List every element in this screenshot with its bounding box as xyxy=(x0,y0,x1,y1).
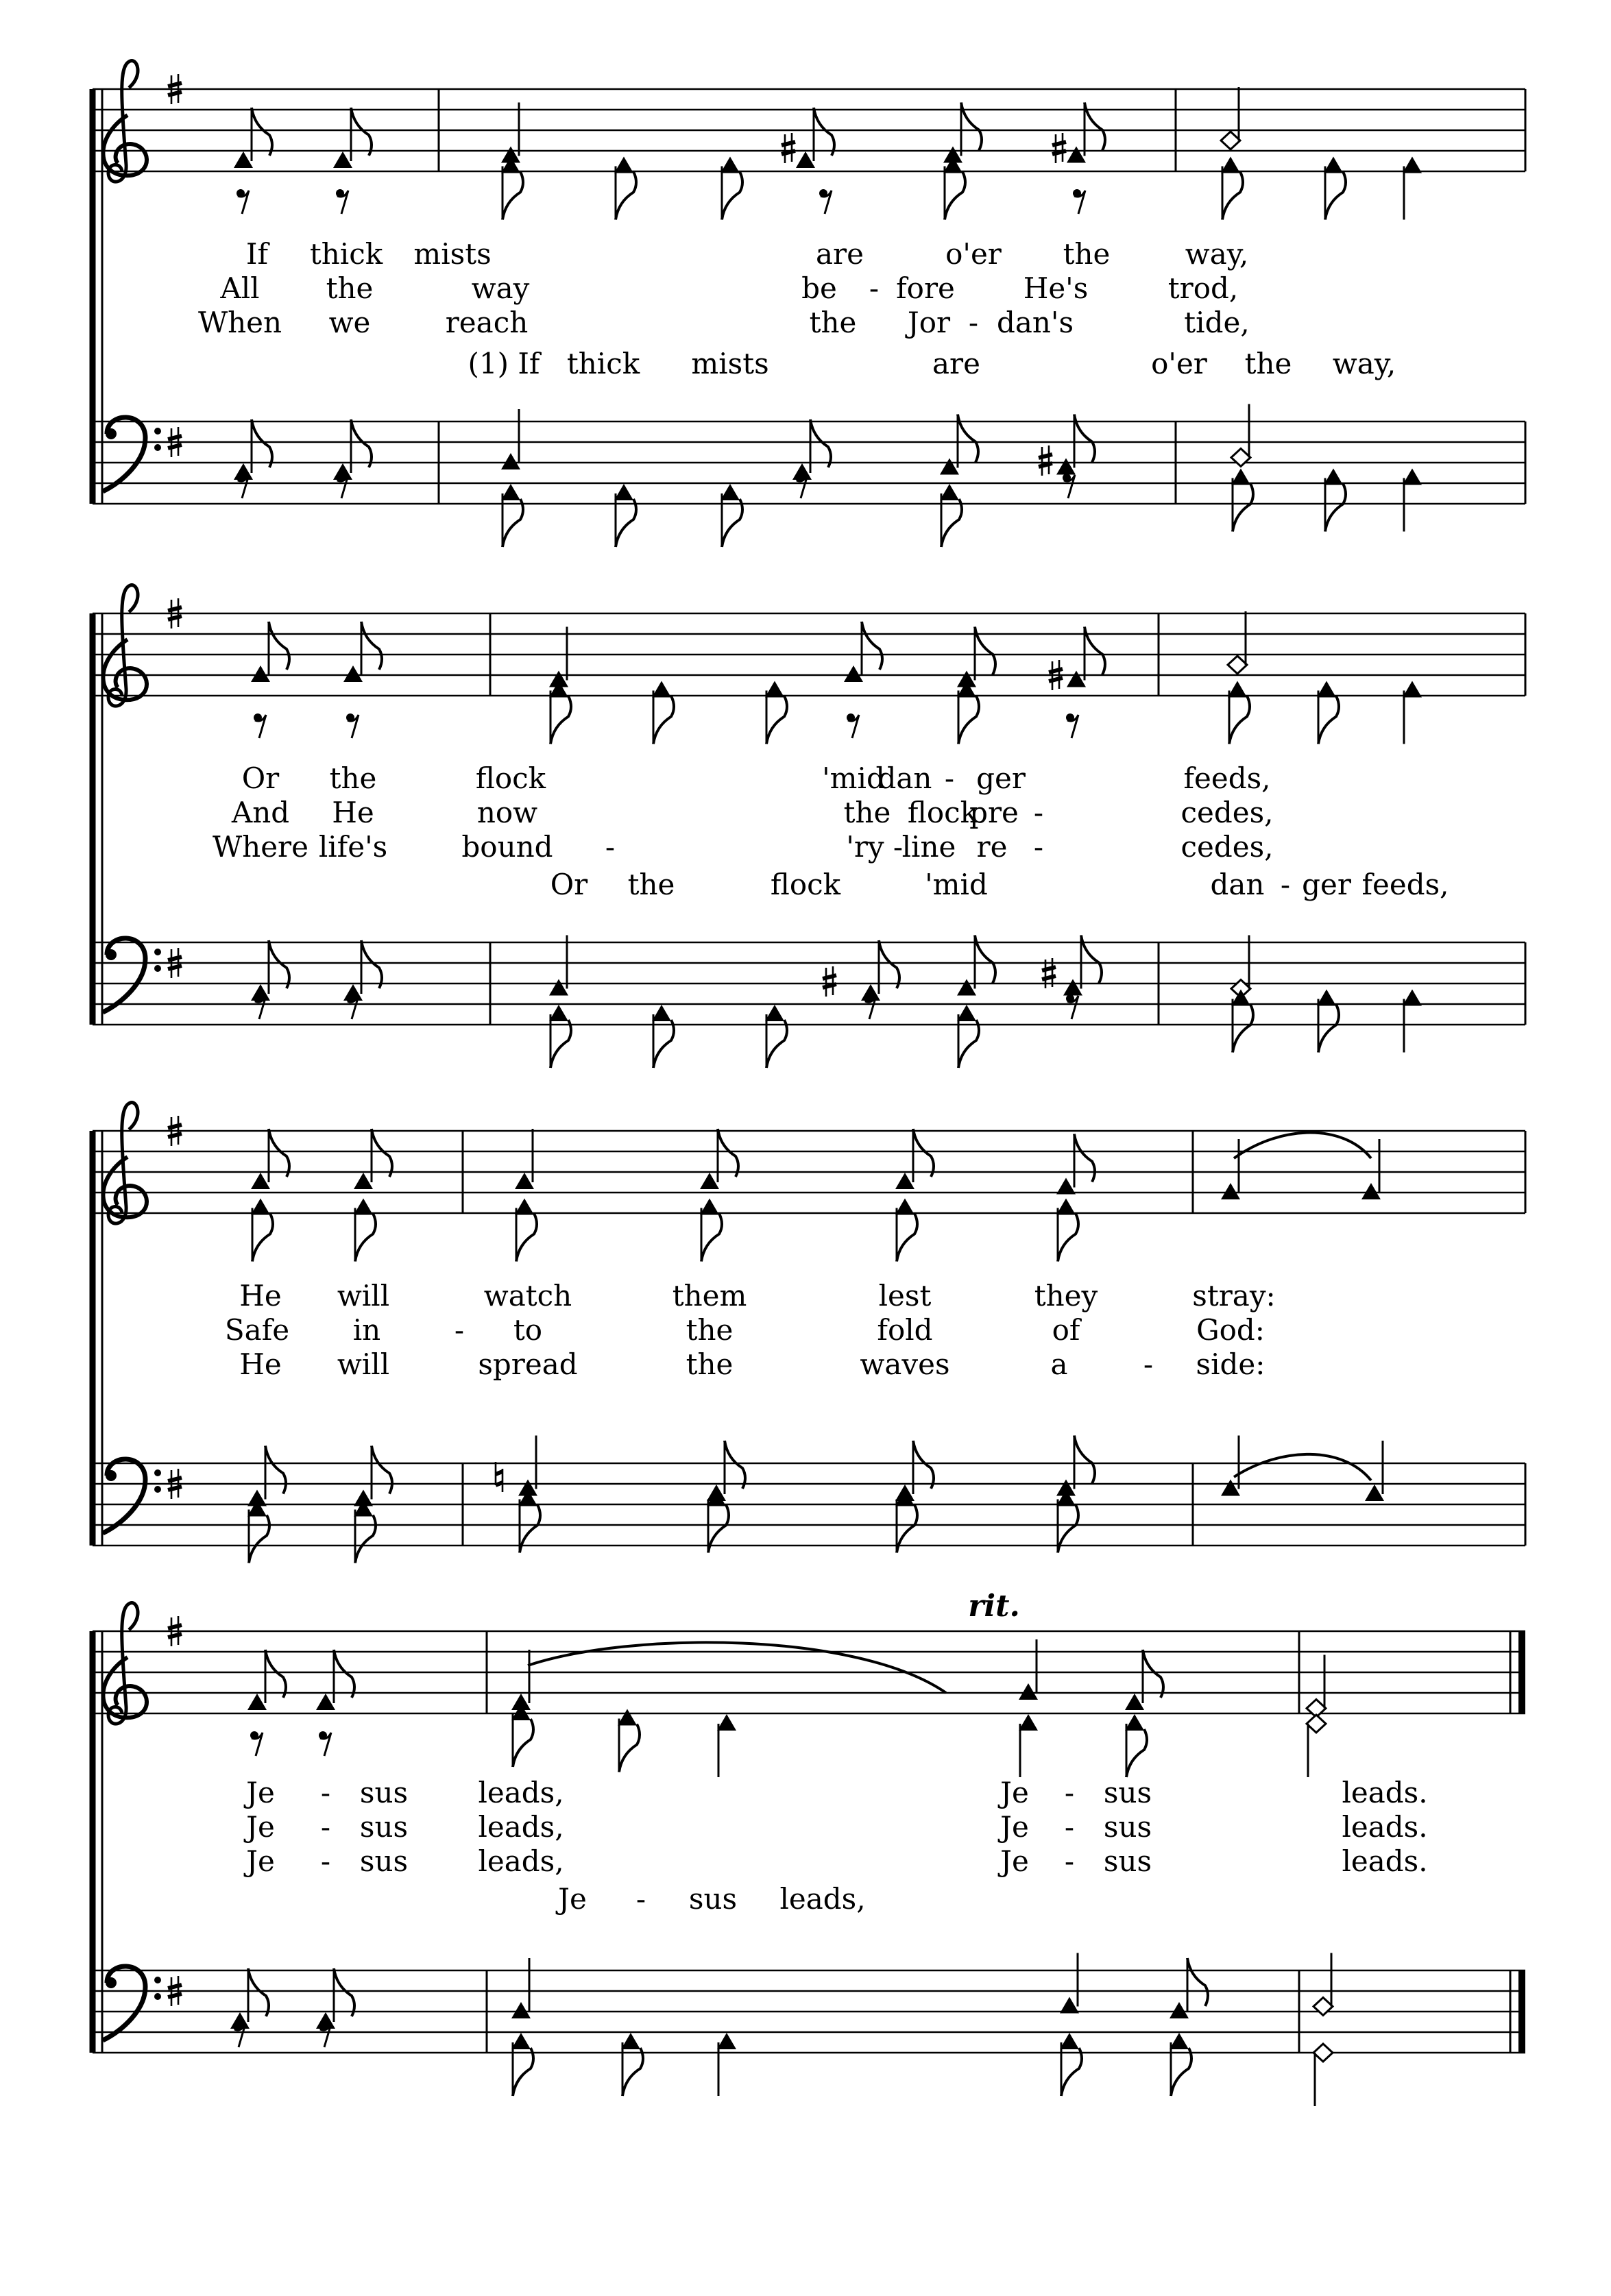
notehead xyxy=(1403,469,1422,485)
note-flag xyxy=(513,2048,533,2096)
notehead xyxy=(652,1005,671,1021)
lyric-verse-3: side: xyxy=(1196,1347,1265,1381)
eighth-rest xyxy=(1066,994,1078,1019)
lyric-verse-2: fore xyxy=(896,271,955,305)
notehead xyxy=(1056,1178,1076,1195)
lyric-verse-3: - xyxy=(893,830,904,864)
lyric-verse-3: spread xyxy=(478,1347,578,1381)
note-flag xyxy=(502,172,523,220)
notehead xyxy=(1361,1183,1381,1199)
note-flag xyxy=(1233,1005,1253,1053)
notehead xyxy=(1231,469,1250,485)
note-flag xyxy=(351,108,372,156)
notehead xyxy=(618,1709,637,1726)
notehead-half xyxy=(1307,1715,1326,1733)
note-flag xyxy=(1126,1729,1147,1777)
eighth-rest xyxy=(237,474,249,498)
notehead xyxy=(940,459,959,475)
lyric-verse-3: 'ry xyxy=(846,830,884,864)
lyric-verse-2: Safe xyxy=(224,1313,290,1347)
sharp-accidental xyxy=(823,966,836,997)
lyric-verse-2: the xyxy=(686,1313,734,1347)
lyric-verse-1: Or xyxy=(241,761,280,795)
note-flag xyxy=(810,419,831,467)
note-flag xyxy=(616,172,636,220)
lyric-verse-2: - xyxy=(869,271,880,305)
note-flag xyxy=(351,419,372,467)
lyric-verse-2: And xyxy=(231,796,290,829)
eighth-rest xyxy=(1073,189,1085,214)
lyric-verse-1: - xyxy=(1064,1776,1075,1809)
lyric-verse-2: All xyxy=(220,271,260,305)
note-flag xyxy=(1325,484,1346,532)
note-flag xyxy=(913,1129,934,1177)
lyric-bass-line: - xyxy=(635,1882,646,1916)
eighth-rest xyxy=(233,2023,245,2047)
notehead xyxy=(940,484,959,500)
lyric-verse-3: - xyxy=(1064,1844,1075,1878)
note-flag xyxy=(252,419,272,467)
lyric-verse-1: If xyxy=(245,237,269,271)
lyric-verse-1: Je xyxy=(1000,1776,1029,1809)
notehead xyxy=(1403,990,1422,1006)
lyric-verse-2: Je xyxy=(1000,1810,1029,1844)
lyric-verse-1: Je xyxy=(246,1776,275,1809)
note-flag xyxy=(622,2048,643,2096)
lyric-verse-3: sus xyxy=(359,1844,409,1878)
lyric-verse-3: bound xyxy=(461,830,553,864)
note-flag xyxy=(958,696,979,744)
lyric-verse-1: He xyxy=(239,1279,282,1312)
lyric-verse-2: of xyxy=(1052,1313,1080,1347)
notehead xyxy=(1324,469,1343,485)
lyric-verse-3: waves xyxy=(860,1347,950,1381)
notehead xyxy=(247,1694,267,1710)
lyric-verse-2: leads. xyxy=(1342,1810,1428,1844)
lyric-bass-line: o'er xyxy=(1151,347,1207,380)
note-flag xyxy=(814,108,834,156)
notehead xyxy=(1403,157,1422,173)
note-flag xyxy=(372,1446,392,1494)
lyric-bass-line: the xyxy=(1244,347,1292,380)
lyric-verse-2: He xyxy=(332,796,374,829)
final-barline-thick xyxy=(1518,1631,1525,1713)
notehead xyxy=(1324,157,1343,173)
eighth-rest xyxy=(336,189,348,214)
lyric-verse-1: the xyxy=(329,761,377,795)
note-flag xyxy=(1233,484,1253,532)
notehead-half xyxy=(1313,2044,1333,2062)
lyric-verse-1: ger xyxy=(976,761,1026,795)
lyric-verse-1: - xyxy=(944,761,955,795)
lyric-verse-3: we xyxy=(328,306,371,339)
note-flag xyxy=(269,622,289,670)
lyric-verse-2: now xyxy=(476,796,538,829)
note-flag xyxy=(958,1020,979,1068)
lyric-verse-3: the xyxy=(686,1347,734,1381)
eighth-rest xyxy=(319,2023,331,2047)
eighth-rest xyxy=(847,713,859,738)
notehead xyxy=(1403,681,1422,698)
note-flag xyxy=(1061,2048,1082,2096)
eighth-rest xyxy=(1063,474,1075,498)
lyric-verse-1: leads. xyxy=(1342,1776,1428,1809)
treble-clef xyxy=(103,585,147,707)
notehead xyxy=(501,453,520,469)
lyric-bass-line: Je xyxy=(558,1882,587,1916)
lyric-bass-line: Or xyxy=(550,868,588,901)
notehead xyxy=(1067,671,1086,687)
lyric-verse-3: - xyxy=(320,1844,331,1878)
lyric-verse-2: - xyxy=(1033,796,1044,829)
lyric-verse-2: way xyxy=(471,271,530,305)
lyric-bass-line: feeds, xyxy=(1361,868,1449,901)
note-flag xyxy=(725,1441,745,1489)
notehead-half xyxy=(1313,1998,1333,2016)
lyric-verse-2: sus xyxy=(1103,1810,1152,1844)
notehead xyxy=(1125,1694,1144,1710)
eighth-rest xyxy=(237,189,249,214)
lyric-verse-3: - xyxy=(1143,1347,1154,1381)
note-flag xyxy=(941,499,962,547)
lyric-bass-line: flock xyxy=(770,868,841,901)
lyric-verse-3: tide, xyxy=(1184,306,1250,339)
eighth-rest xyxy=(254,713,266,738)
notehead xyxy=(652,681,671,698)
notehead xyxy=(354,1173,373,1189)
lyric-verse-1: thick xyxy=(309,237,383,271)
notehead xyxy=(621,2033,640,2049)
lyric-bass-line: sus xyxy=(688,1882,738,1916)
note-flag xyxy=(722,172,742,220)
note-flag xyxy=(1143,1650,1163,1698)
lyric-bass-line: dan xyxy=(1210,868,1265,901)
note-flag xyxy=(701,1214,722,1262)
lyric-verse-2: the xyxy=(326,271,374,305)
note-flag xyxy=(653,696,674,744)
lyric-verse-1: 'mid xyxy=(822,761,885,795)
lyric-bass-line: (1) If xyxy=(468,347,540,380)
lyric-verse-1: are xyxy=(816,237,864,271)
notehead xyxy=(1056,1199,1076,1215)
lyric-verse-3: line xyxy=(901,830,956,864)
lyric-verse-2: - xyxy=(1064,1810,1075,1844)
note-flag xyxy=(722,499,742,547)
notehead xyxy=(1060,1997,1079,2014)
notehead xyxy=(717,1714,736,1731)
note-flag xyxy=(1058,1214,1078,1262)
note-flag xyxy=(361,940,382,988)
notehead xyxy=(957,1005,976,1021)
lyric-verse-1: o'er xyxy=(945,237,1002,271)
notehead xyxy=(1019,1683,1038,1700)
lyric-verse-2: to xyxy=(513,1313,543,1347)
lyric-verse-2: - xyxy=(320,1810,331,1844)
note-flag xyxy=(862,622,882,670)
note-flag xyxy=(252,108,272,156)
tie xyxy=(1234,1133,1371,1159)
lyric-verse-2: cedes, xyxy=(1180,796,1274,829)
natural-accidental xyxy=(496,1462,502,1492)
lyric-verse-3: Where xyxy=(212,830,309,864)
lyric-verse-3: - xyxy=(968,306,979,339)
tempo-marking: rit. xyxy=(968,1589,1020,1624)
lyric-verse-3: He xyxy=(239,1347,282,1381)
lyric-verse-1: dan xyxy=(877,761,932,795)
bass-clef xyxy=(103,1966,161,2040)
notehead xyxy=(549,1005,568,1021)
note-flag xyxy=(1318,696,1339,744)
lyric-verse-3: life's xyxy=(318,830,388,864)
note-flag xyxy=(1187,1958,1208,2006)
lyric-verse-1: lest xyxy=(878,1279,932,1312)
notehead xyxy=(549,979,568,996)
lyric-verse-2: be xyxy=(801,271,837,305)
notehead xyxy=(1221,1480,1240,1496)
lyric-bass-line: ger xyxy=(1302,868,1351,901)
notehead xyxy=(614,484,633,500)
note-flag xyxy=(334,1650,354,1698)
lyric-verse-1: way, xyxy=(1185,237,1249,271)
note-flag xyxy=(1074,1134,1095,1182)
notehead xyxy=(700,1199,719,1215)
lyric-verse-3: will xyxy=(337,1347,390,1381)
lyric-bass-line: 'mid xyxy=(925,868,988,901)
note-flag xyxy=(945,172,965,220)
note-flag xyxy=(1318,1005,1339,1053)
notehead xyxy=(251,1173,270,1189)
lyric-verse-3: - xyxy=(605,830,616,864)
notehead xyxy=(796,151,815,168)
lyric-verse-1: mists xyxy=(413,237,492,271)
lyric-verse-2: He's xyxy=(1023,271,1089,305)
notehead xyxy=(1063,979,1082,996)
lyric-verse-1: watch xyxy=(483,1279,572,1312)
note-flag xyxy=(265,1446,286,1494)
notehead xyxy=(1170,2033,1189,2049)
lyric-verse-2: sus xyxy=(359,1810,409,1844)
notehead xyxy=(354,1199,373,1215)
sharp-accidental xyxy=(1039,445,1052,476)
lyric-verse-3: sus xyxy=(1103,1844,1152,1878)
notehead xyxy=(234,151,253,168)
lyric-verse-2: fold xyxy=(877,1313,933,1347)
lyric-verse-2: God: xyxy=(1196,1313,1265,1347)
lyric-bass-line: way, xyxy=(1332,347,1396,380)
note-flag xyxy=(1171,2048,1191,2096)
sharp-accidental xyxy=(1052,133,1066,163)
lyric-verse-1: they xyxy=(1034,1279,1098,1312)
eighth-rest xyxy=(319,1731,331,1756)
eighth-rest xyxy=(250,1731,263,1756)
note-flag xyxy=(616,499,636,547)
final-barline-thick xyxy=(1518,1970,1525,2053)
note-flag xyxy=(766,696,787,744)
note-flag xyxy=(269,1129,289,1177)
notehead xyxy=(1056,459,1076,475)
lyric-bass-line: mists xyxy=(691,347,769,380)
notehead xyxy=(501,484,520,500)
note-flag xyxy=(653,1020,674,1068)
note-flag xyxy=(355,1214,376,1262)
lyric-verse-1: them xyxy=(672,1279,747,1312)
bass-clef xyxy=(103,417,161,491)
treble-clef xyxy=(103,1603,147,1724)
lyric-verse-3: cedes, xyxy=(1180,830,1274,864)
notehead xyxy=(957,979,976,996)
notehead xyxy=(251,665,270,682)
notehead xyxy=(515,1199,534,1215)
note-flag xyxy=(265,1650,286,1698)
lyric-verse-1: will xyxy=(337,1279,390,1312)
lyric-verse-3: leads, xyxy=(478,1844,564,1878)
note-flag xyxy=(619,1724,640,1772)
note-flag xyxy=(897,1214,917,1262)
notehead xyxy=(1228,681,1247,698)
notehead xyxy=(1221,1183,1240,1199)
bass-clef xyxy=(103,938,161,1012)
notehead xyxy=(1221,157,1240,173)
treble-clef xyxy=(103,1103,147,1224)
lyric-verse-1: stray: xyxy=(1192,1279,1276,1312)
note-flag xyxy=(879,940,899,988)
lyric-bass-line: - xyxy=(1280,868,1291,901)
lyric-verse-1: sus xyxy=(359,1776,409,1809)
lyric-verse-3: Je xyxy=(246,1844,275,1878)
eighth-rest xyxy=(346,994,359,1019)
notehead xyxy=(1317,681,1336,698)
note-flag xyxy=(355,1515,376,1563)
notehead xyxy=(844,665,863,682)
lyric-verse-2: trod, xyxy=(1167,271,1239,305)
eighth-rest xyxy=(254,994,266,1019)
lyric-bass-line: thick xyxy=(566,347,640,380)
note-flag xyxy=(1325,172,1346,220)
bass-clef xyxy=(103,1459,161,1533)
notehead xyxy=(700,1173,719,1189)
note-flag xyxy=(550,696,571,744)
lyric-verse-3: Jor xyxy=(907,306,951,339)
notehead xyxy=(717,2033,736,2049)
note-flag xyxy=(502,499,523,547)
lyric-verse-3: Je xyxy=(1000,1844,1029,1878)
notehead-half xyxy=(1221,132,1240,149)
notehead xyxy=(720,484,740,500)
note-flag xyxy=(1229,696,1250,744)
notehead xyxy=(1067,147,1086,163)
lyric-bass-line: are xyxy=(932,347,980,380)
notehead xyxy=(765,1005,784,1021)
notehead xyxy=(720,157,740,173)
lyric-verse-3: leads. xyxy=(1342,1844,1428,1878)
eighth-rest xyxy=(819,189,832,214)
lyric-verse-2: Je xyxy=(246,1810,275,1844)
notehead-half xyxy=(1231,449,1250,467)
note-flag xyxy=(372,1129,392,1177)
note-flag xyxy=(550,1020,571,1068)
notehead xyxy=(895,1173,914,1189)
notehead xyxy=(511,2002,531,2018)
lyric-verse-2: in xyxy=(352,1313,381,1347)
notehead-half xyxy=(1228,656,1247,674)
note-flag xyxy=(513,1719,533,1767)
note-flag xyxy=(913,1441,934,1489)
notehead xyxy=(316,1694,335,1710)
notehead xyxy=(251,1199,270,1215)
lyric-verse-3: reach xyxy=(445,306,529,339)
lyric-verse-1: - xyxy=(320,1776,331,1809)
note-flag xyxy=(334,1968,354,2016)
lyric-verse-1: the xyxy=(1063,237,1111,271)
notehead xyxy=(343,665,363,682)
lyric-verse-3: When xyxy=(197,306,282,339)
lyric-verse-2: leads, xyxy=(478,1810,564,1844)
notehead xyxy=(1060,2033,1079,2049)
note-flag xyxy=(361,622,382,670)
eighth-rest xyxy=(864,994,876,1019)
lyric-bass-line: leads, xyxy=(779,1882,866,1916)
lyric-verse-3: - xyxy=(1033,830,1044,864)
note-flag xyxy=(1222,172,1243,220)
lyric-verse-3: a xyxy=(1050,1347,1068,1381)
eighth-rest xyxy=(346,713,359,738)
notehead xyxy=(614,157,633,173)
lyric-verse-1: flock xyxy=(475,761,546,795)
lyric-verse-1: leads, xyxy=(478,1776,564,1809)
lyric-verse-3: re xyxy=(976,830,1008,864)
notehead xyxy=(1170,2002,1189,2018)
lyric-verse-2: - xyxy=(454,1313,465,1347)
note-flag xyxy=(252,1214,273,1262)
lyric-verse-2: the xyxy=(843,796,891,829)
lyric-verse-2: flock xyxy=(907,796,978,829)
eighth-rest xyxy=(336,474,348,498)
notehead xyxy=(765,681,784,698)
note-flag xyxy=(766,1020,787,1068)
lyric-bass-line: the xyxy=(627,868,675,901)
note-flag xyxy=(516,1214,537,1262)
slur xyxy=(528,1642,946,1693)
notehead xyxy=(333,151,352,168)
lyric-verse-3: the xyxy=(809,306,857,339)
lyric-verse-1: feeds, xyxy=(1183,761,1271,795)
notehead xyxy=(895,1199,914,1215)
lyric-verse-2: pre xyxy=(969,796,1019,829)
notehead xyxy=(1019,1714,1038,1731)
note-flag xyxy=(1074,1436,1095,1484)
notehead xyxy=(1317,990,1336,1006)
notehead xyxy=(1365,1485,1384,1501)
note-flag xyxy=(269,940,289,988)
treble-clef xyxy=(103,61,147,182)
sharp-accidental xyxy=(782,133,795,163)
notehead xyxy=(511,2033,531,2049)
note-flag xyxy=(248,1968,269,2016)
eighth-rest xyxy=(1066,713,1078,738)
tie xyxy=(1234,1454,1371,1480)
note-flag xyxy=(718,1129,738,1177)
lyric-verse-3: dan's xyxy=(996,306,1074,339)
eighth-rest xyxy=(795,474,808,498)
notehead xyxy=(1125,1714,1144,1731)
note-flag xyxy=(249,1515,269,1563)
notehead xyxy=(515,1173,534,1189)
lyric-verse-1: sus xyxy=(1103,1776,1152,1809)
